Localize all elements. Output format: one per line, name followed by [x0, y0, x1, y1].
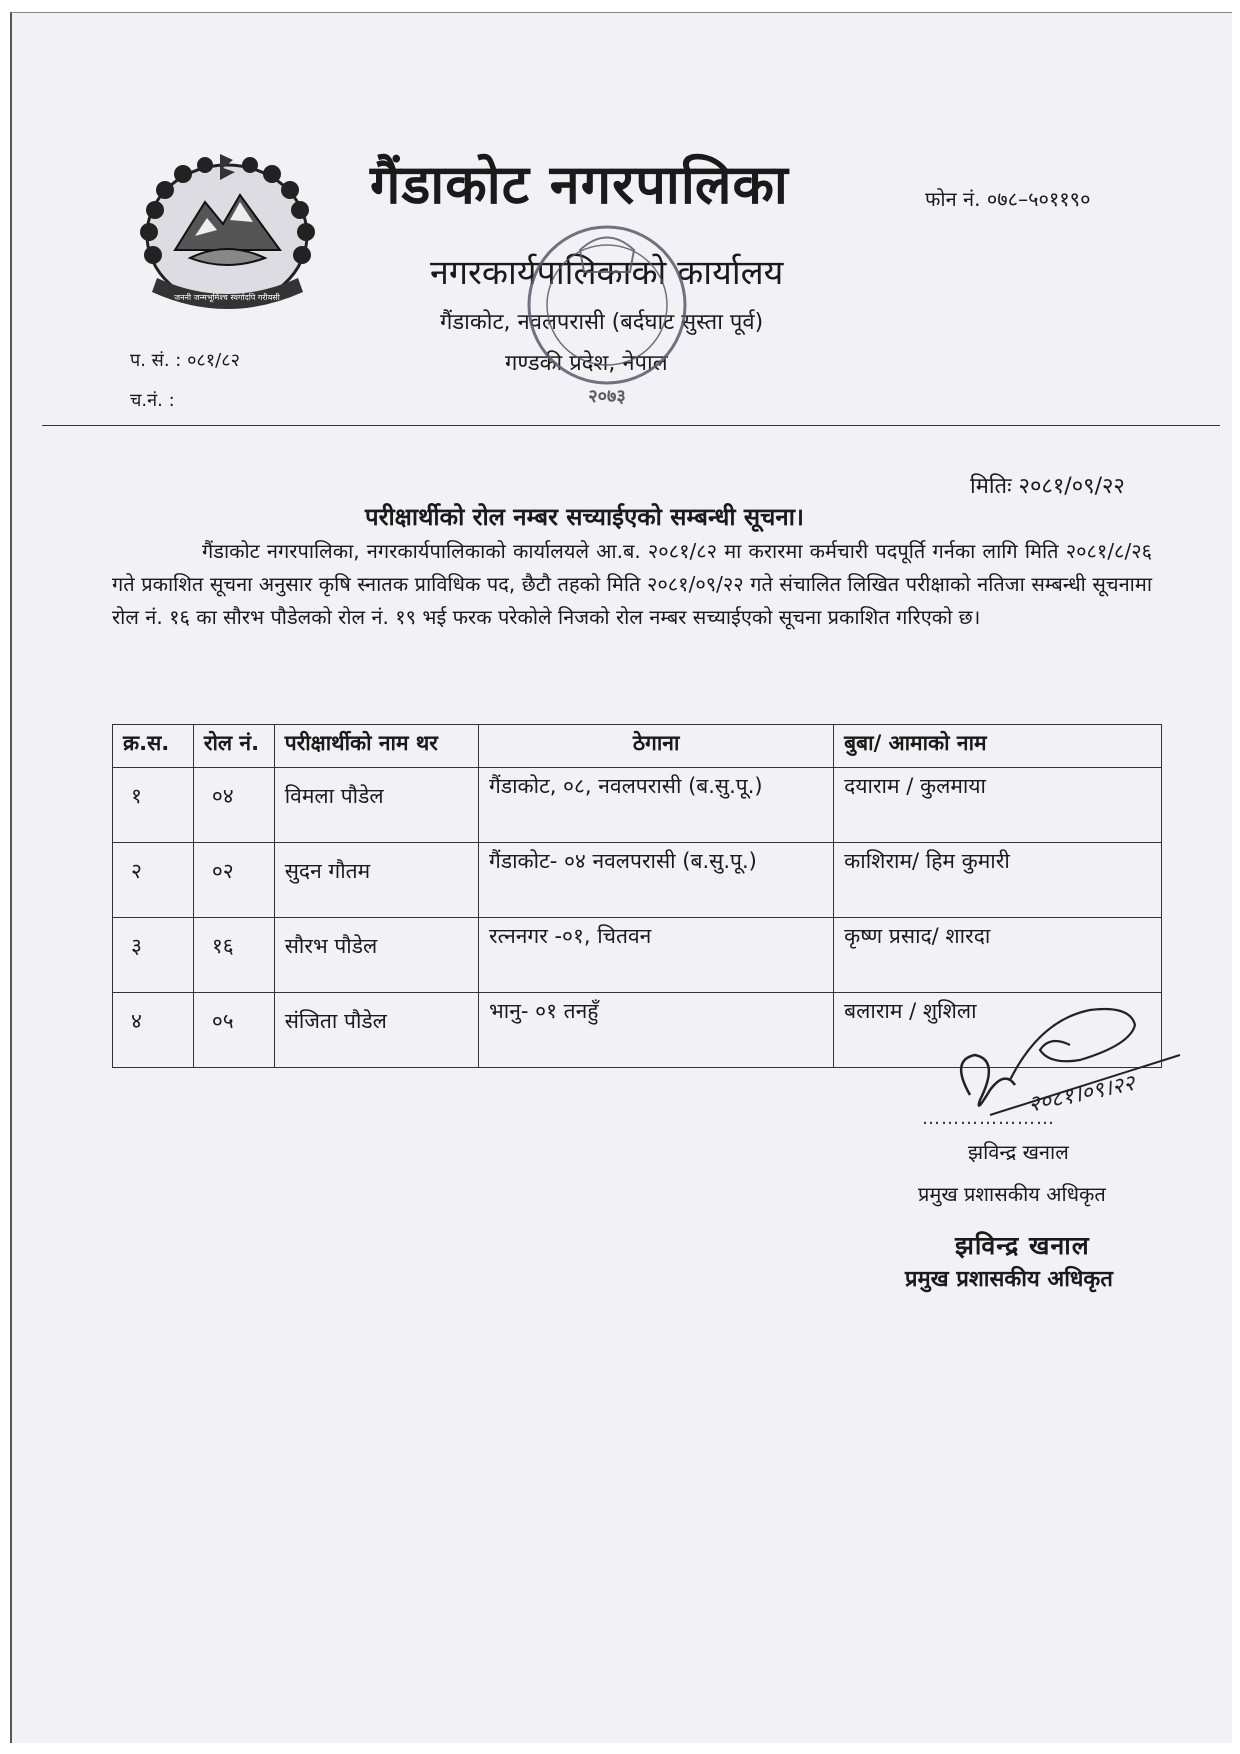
header-name: परीक्षार्थीको नाम थर — [274, 725, 478, 768]
cell-name: सुदन गौतम — [274, 843, 478, 918]
stamp-post: प्रमुख प्रशासकीय अधिकृत — [905, 1267, 1113, 1292]
cell-parents: दयाराम / कुलमाया — [834, 768, 1162, 843]
header-divider — [42, 425, 1220, 426]
cell-roll: १६ — [193, 918, 274, 993]
signature-line: ………………… — [922, 1108, 1055, 1129]
notice-body: गैंडाकोट नगरपालिका, नगरकार्यपालिकाको कार्यालयले आ.ब. २०८१/८२ मा करारमा कर्मचारी पदपूर्ति गर्नका लागि मिति २०८१/८/२६ गते प्रकाशित सूचना अनुसार कृषि स्नातक प्राविधिक पद, छैटौ तहको मिति २०८१/०९/२२ गते संचालित लिखित परीक्षाको नतिजा सम्बन्धी सूचनामा रोल नं. १६ का सौरभ पौडेलको रोल नं. १९ भई फरक परेकोले निजको रोल नम्बर सच्याईएको सूचना प्रकाशित गरिएको छ। — [112, 539, 1152, 629]
cell-serial: २ — [113, 843, 194, 918]
cell-address: गैंडाकोट- ०४ नवलपरासी (ब.सु.पू.) — [479, 843, 834, 918]
header-roll: रोल नं. — [193, 725, 274, 768]
notice-date: मितिः २०८१/०९/२२ — [970, 474, 1125, 499]
stamp-name: झविन्द्र खनाल — [955, 1231, 1090, 1260]
header-parents: बुबा/ आमाको नाम — [834, 725, 1162, 768]
seal-year: २०७३ — [588, 386, 626, 407]
header-serial: क्र.स. — [113, 725, 194, 768]
nepal-emblem-icon — [135, 140, 320, 315]
cell-parents: काशिराम/ हिम कुमारी — [834, 843, 1162, 918]
cell-roll: ०२ — [193, 843, 274, 918]
cell-serial: ४ — [113, 993, 194, 1068]
table-row — [113, 768, 1162, 843]
emblem-motto: जननी जन्मभूमिश्च स्वर्गादपि गरीयसी — [174, 293, 280, 302]
header-address: ठेगाना — [479, 725, 834, 768]
cell-serial: १ — [113, 768, 194, 843]
address-line-1: गैंडाकोट, नवलपरासी (बर्दघाट सुस्ता पूर्व) — [440, 310, 764, 335]
cell-address: रत्ननगर -०१, चितवन — [479, 918, 834, 993]
cell-parents: बलाराम / शुशिला — [834, 993, 1162, 1068]
table-row — [113, 918, 1162, 993]
cell-address: गैंडाकोट, ०८, नवलपरासी (ब.सु.पू.) — [479, 768, 834, 843]
table-row — [113, 843, 1162, 918]
address-line-2: गण्डकी प्रदेश, नेपाल — [505, 351, 668, 376]
cell-parents: कृष्ण प्रसाद/ शारदा — [834, 918, 1162, 993]
office-seal-icon — [520, 210, 695, 410]
signatory-name: झविन्द्र खनाल — [968, 1140, 1069, 1164]
office-name: नगरकार्यपालिकाको कार्यालय — [430, 253, 784, 293]
cell-name: संजिता पौडेल — [274, 993, 478, 1068]
cell-roll: ०५ — [193, 993, 274, 1068]
notice-title: परीक्षार्थीको रोल नम्बर सच्याईएको सम्बन्धी सूचना। — [365, 503, 805, 531]
phone-number: फोन नं. ०७८–५०११९० — [925, 187, 1091, 211]
table-header-row — [113, 725, 1162, 768]
signatory-post: प्रमुख प्रशासकीय अधिकृत — [918, 1182, 1106, 1206]
reference-number: प. सं. : ०८१/८२ — [130, 350, 240, 371]
cell-serial: ३ — [113, 918, 194, 993]
cell-address: भानु- ०१ तनहुँ — [479, 993, 834, 1068]
dispatch-number: च.नं. : — [130, 390, 175, 411]
cell-name: सौरभ पौडेल — [274, 918, 478, 993]
cell-roll: ०४ — [193, 768, 274, 843]
handwritten-date: २०८१।०९।२२ — [1026, 1070, 1138, 1118]
municipality-title: गैंडाकोट नगरपालिका — [370, 153, 789, 216]
cell-name: विमला पौडेल — [274, 768, 478, 843]
